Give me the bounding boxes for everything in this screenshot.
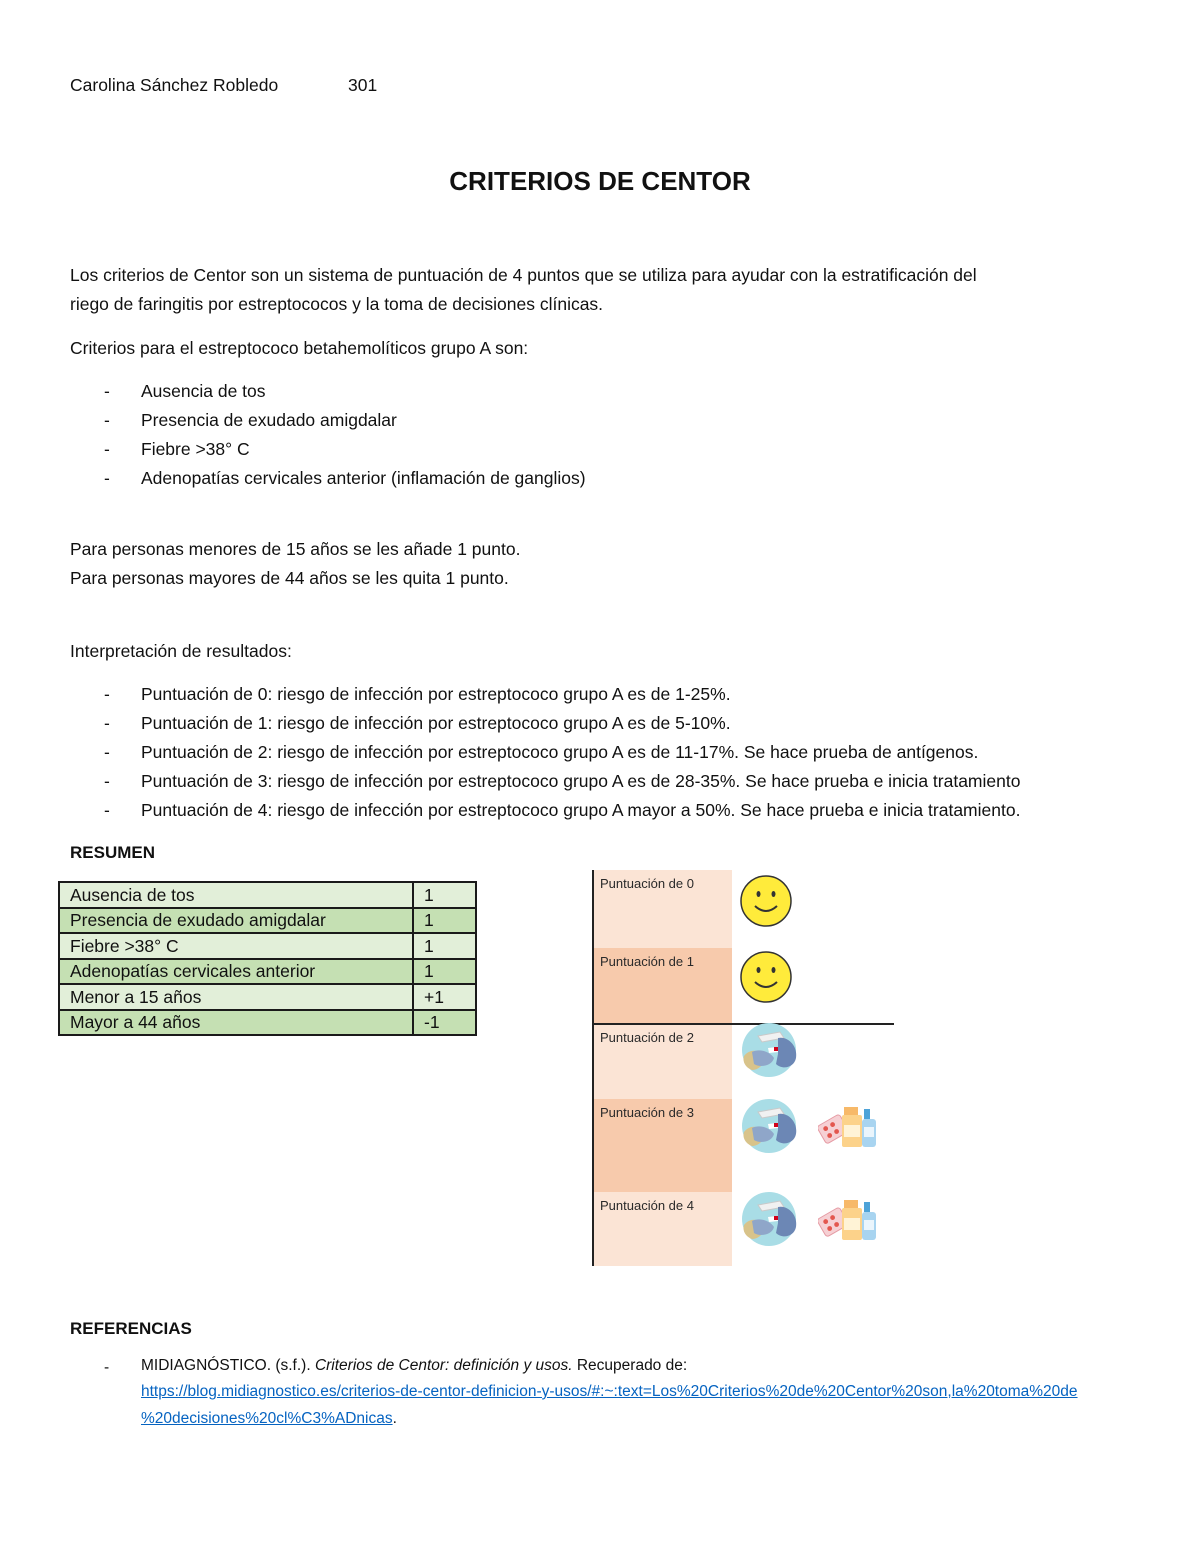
score-band-label: Puntuación de 1 <box>600 954 694 969</box>
table-row <box>59 933 476 959</box>
list-item: - Fiebre >38° C <box>70 438 586 467</box>
summary-heading: RESUMEN <box>70 843 156 862</box>
medication-icon <box>818 1196 882 1244</box>
reference-link[interactable]: https://blog.midiagnostico.es/criterios-de-centor-definicion-y-usos/#:~:text=Los%20Criterios%20de%20Centor%20son,la%20toma%20de <box>141 1383 1078 1400</box>
score-band-label: Puntuación de 4 <box>600 1198 694 1213</box>
criterion-cell: Fiebre >38° C <box>59 933 413 959</box>
author-name: Carolina Sánchez Robledo <box>70 75 279 95</box>
test-kit-icon <box>738 1022 800 1078</box>
table-row <box>59 1010 476 1036</box>
interpretation-list <box>70 683 1020 828</box>
reference-retrieved: Recuperado de: <box>576 1357 688 1374</box>
list-item: - Adenopatías cervicales anterior (inflamación de ganglios) <box>70 467 586 496</box>
table-row <box>59 959 476 985</box>
reference-author: MIDIAGNÓSTICO. (s.f.). <box>141 1357 311 1374</box>
criterion-cell: Ausencia de tos <box>59 882 413 908</box>
score-band-2 <box>594 1024 732 1099</box>
list-item: - Puntuación de 1: riesgo de infección por estreptococo grupo A es de 5-10%. <box>70 712 1020 741</box>
test-kit-icon <box>738 1191 800 1247</box>
medication-icon <box>818 1103 882 1151</box>
list-item: - Ausencia de tos <box>70 380 586 409</box>
age-rule-under-15: Para personas menores de 15 años se les añade 1 punto. <box>70 539 521 559</box>
points-cell: 1 <box>413 959 476 985</box>
list-item: - Puntuación de 2: riesgo de infección por estreptococo grupo A es de 11-17%. Se hace prueba de antígenos. <box>70 741 1020 770</box>
table-row <box>59 882 476 908</box>
list-item: - Puntuación de 4: riesgo de infección por estreptococo grupo A mayor a 50%. Se hace prueba e inicia tratamiento. <box>70 799 1020 828</box>
group-number: 301 <box>348 75 378 95</box>
score-band-3 <box>594 1099 732 1192</box>
points-cell: 1 <box>413 933 476 959</box>
intro-line-2: riego de faringitis por estreptococos y la toma de decisiones clínicas. <box>70 294 604 314</box>
page-title: CRITERIOS DE CENTOR <box>449 166 751 196</box>
points-cell: 1 <box>413 882 476 908</box>
smiley-icon <box>740 951 792 1003</box>
points-cell: +1 <box>413 984 476 1010</box>
points-cell: -1 <box>413 1010 476 1036</box>
score-chart <box>592 870 902 1266</box>
list-item: - Puntuación de 3: riesgo de infección por estreptococo grupo A es de 28-35%. Se hace prueba e inicia tratamiento <box>70 770 1020 799</box>
list-item: - Presencia de exudado amigdalar <box>70 409 586 438</box>
score-band-label: Puntuación de 2 <box>600 1030 694 1045</box>
reference-link-end[interactable]: %20decisiones%20cl%C3%ADnicas <box>141 1410 393 1427</box>
criterion-cell: Menor a 15 años <box>59 984 413 1010</box>
criteria-heading: Criterios para el estreptococo betahemolíticos grupo A son: <box>70 338 529 358</box>
reference-title: Criterios de Centor: definición y usos. <box>314 1357 573 1374</box>
list-item: - Puntuación de 0: riesgo de infección por estreptococo grupo A es de 1-25%. <box>70 683 1020 712</box>
intro-line-1: Los criterios de Centor son un sistema de puntuación de 4 puntos que se utiliza para ayudar con la estratificación del <box>70 265 977 285</box>
reference-bullet: - <box>104 1359 110 1376</box>
score-band-0 <box>594 870 732 948</box>
interpretation-heading: Interpretación de resultados: <box>70 641 292 661</box>
criteria-list <box>70 380 586 496</box>
points-cell: 1 <box>413 908 476 934</box>
table-row <box>59 908 476 934</box>
criterion-cell: Presencia de exudado amigdalar <box>59 908 413 934</box>
test-kit-icon <box>738 1098 800 1154</box>
references-heading: REFERENCIAS <box>70 1319 192 1338</box>
score-band-label: Puntuación de 3 <box>600 1105 694 1120</box>
score-band-4 <box>594 1192 732 1266</box>
table-row <box>59 984 476 1010</box>
chart-vertical-line <box>592 870 594 1266</box>
criterion-cell: Mayor a 44 años <box>59 1010 413 1036</box>
age-rule-over-44: Para personas mayores de 44 años se les quita 1 punto. <box>70 568 509 588</box>
score-band-1 <box>594 948 732 1024</box>
summary-table <box>58 881 477 1036</box>
criterion-cell: Adenopatías cervicales anterior <box>59 959 413 985</box>
score-band-label: Puntuación de 0 <box>600 876 694 891</box>
reference-end-punctuation: . <box>392 1410 397 1427</box>
smiley-icon <box>740 875 792 927</box>
reference-link-continued <box>141 1409 397 1429</box>
reference-citation <box>141 1356 687 1376</box>
